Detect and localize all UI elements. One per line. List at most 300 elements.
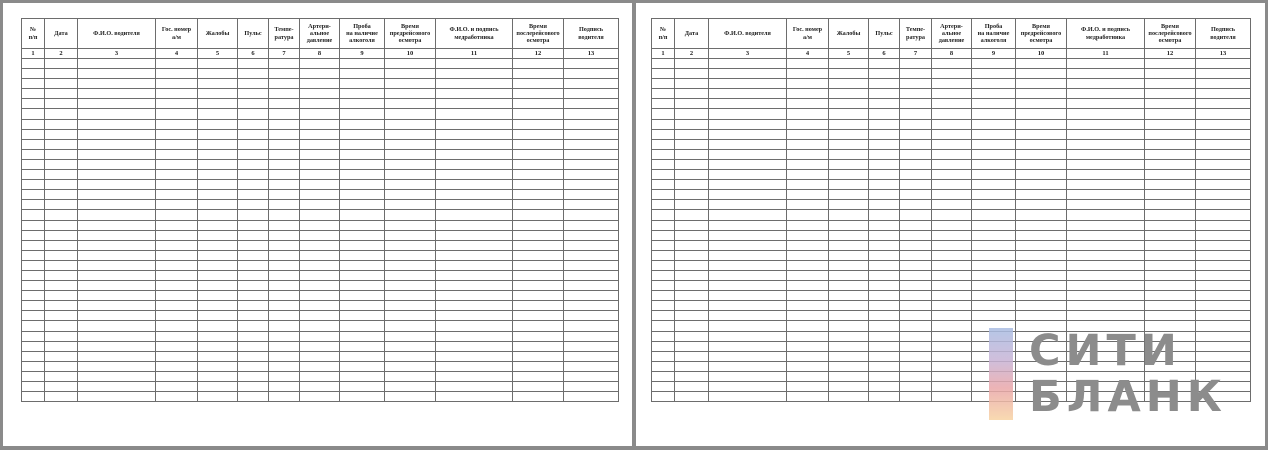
blank-cell[interactable] xyxy=(45,109,78,119)
blank-cell[interactable] xyxy=(900,190,932,200)
blank-cell[interactable] xyxy=(1196,109,1251,119)
blank-cell[interactable] xyxy=(564,119,619,129)
blank-cell[interactable] xyxy=(972,210,1016,220)
blank-cell[interactable] xyxy=(1016,159,1067,169)
blank-cell[interactable] xyxy=(436,382,513,392)
blank-cell[interactable] xyxy=(340,361,385,371)
blank-cell[interactable] xyxy=(787,69,829,79)
blank-cell[interactable] xyxy=(900,180,932,190)
blank-cell[interactable] xyxy=(1145,270,1196,280)
blank-cell[interactable] xyxy=(564,240,619,250)
blank-cell[interactable] xyxy=(78,240,156,250)
blank-cell[interactable] xyxy=(787,260,829,270)
blank-cell[interactable] xyxy=(1145,250,1196,260)
blank-cell[interactable] xyxy=(22,159,45,169)
blank-cell[interactable] xyxy=(652,220,675,230)
blank-cell[interactable] xyxy=(238,240,269,250)
blank-cell[interactable] xyxy=(269,240,300,250)
blank-cell[interactable] xyxy=(675,139,709,149)
blank-cell[interactable] xyxy=(300,89,340,99)
blank-cell[interactable] xyxy=(340,240,385,250)
blank-cell[interactable] xyxy=(675,200,709,210)
blank-cell[interactable] xyxy=(972,170,1016,180)
blank-cell[interactable] xyxy=(652,89,675,99)
blank-cell[interactable] xyxy=(156,190,198,200)
blank-cell[interactable] xyxy=(900,170,932,180)
blank-cell[interactable] xyxy=(1145,69,1196,79)
blank-cell[interactable] xyxy=(564,321,619,331)
blank-cell[interactable] xyxy=(513,371,564,381)
blank-cell[interactable] xyxy=(787,99,829,109)
blank-cell[interactable] xyxy=(198,321,238,331)
blank-cell[interactable] xyxy=(1196,200,1251,210)
blank-cell[interactable] xyxy=(340,351,385,361)
blank-cell[interactable] xyxy=(22,270,45,280)
blank-cell[interactable] xyxy=(900,250,932,260)
blank-cell[interactable] xyxy=(1196,260,1251,270)
blank-cell[interactable] xyxy=(1145,59,1196,69)
blank-cell[interactable] xyxy=(22,240,45,250)
blank-cell[interactable] xyxy=(198,351,238,361)
blank-cell[interactable] xyxy=(829,109,869,119)
blank-cell[interactable] xyxy=(829,382,869,392)
blank-cell[interactable] xyxy=(436,119,513,129)
blank-cell[interactable] xyxy=(829,230,869,240)
blank-cell[interactable] xyxy=(385,301,436,311)
blank-cell[interactable] xyxy=(198,129,238,139)
blank-cell[interactable] xyxy=(1145,281,1196,291)
blank-cell[interactable] xyxy=(900,311,932,321)
blank-cell[interactable] xyxy=(269,139,300,149)
blank-cell[interactable] xyxy=(652,180,675,190)
blank-cell[interactable] xyxy=(972,230,1016,240)
blank-cell[interactable] xyxy=(1196,170,1251,180)
blank-cell[interactable] xyxy=(1016,149,1067,159)
blank-cell[interactable] xyxy=(972,311,1016,321)
blank-cell[interactable] xyxy=(198,149,238,159)
blank-cell[interactable] xyxy=(787,301,829,311)
blank-cell[interactable] xyxy=(829,119,869,129)
blank-cell[interactable] xyxy=(156,321,198,331)
blank-cell[interactable] xyxy=(829,281,869,291)
blank-cell[interactable] xyxy=(932,341,972,351)
blank-cell[interactable] xyxy=(932,230,972,240)
blank-cell[interactable] xyxy=(513,190,564,200)
blank-cell[interactable] xyxy=(1067,210,1145,220)
blank-cell[interactable] xyxy=(675,361,709,371)
blank-cell[interactable] xyxy=(564,190,619,200)
blank-cell[interactable] xyxy=(156,129,198,139)
blank-cell[interactable] xyxy=(1196,139,1251,149)
blank-cell[interactable] xyxy=(787,129,829,139)
blank-cell[interactable] xyxy=(900,119,932,129)
blank-cell[interactable] xyxy=(436,109,513,119)
blank-cell[interactable] xyxy=(1196,270,1251,280)
blank-cell[interactable] xyxy=(198,281,238,291)
blank-cell[interactable] xyxy=(300,119,340,129)
blank-cell[interactable] xyxy=(78,200,156,210)
blank-cell[interactable] xyxy=(238,250,269,260)
blank-cell[interactable] xyxy=(652,149,675,159)
blank-cell[interactable] xyxy=(709,59,787,69)
blank-cell[interactable] xyxy=(436,180,513,190)
blank-cell[interactable] xyxy=(972,270,1016,280)
blank-cell[interactable] xyxy=(300,139,340,149)
blank-cell[interactable] xyxy=(340,281,385,291)
blank-cell[interactable] xyxy=(340,180,385,190)
blank-cell[interactable] xyxy=(300,301,340,311)
blank-cell[interactable] xyxy=(45,59,78,69)
blank-cell[interactable] xyxy=(45,190,78,200)
blank-cell[interactable] xyxy=(436,301,513,311)
blank-cell[interactable] xyxy=(300,361,340,371)
blank-cell[interactable] xyxy=(198,250,238,260)
blank-cell[interactable] xyxy=(652,79,675,89)
blank-cell[interactable] xyxy=(385,59,436,69)
blank-cell[interactable] xyxy=(78,260,156,270)
blank-cell[interactable] xyxy=(829,361,869,371)
blank-cell[interactable] xyxy=(1196,99,1251,109)
blank-cell[interactable] xyxy=(869,230,900,240)
blank-cell[interactable] xyxy=(340,79,385,89)
blank-cell[interactable] xyxy=(900,129,932,139)
blank-cell[interactable] xyxy=(198,260,238,270)
blank-cell[interactable] xyxy=(198,240,238,250)
blank-cell[interactable] xyxy=(709,250,787,260)
blank-cell[interactable] xyxy=(340,59,385,69)
blank-cell[interactable] xyxy=(829,321,869,331)
blank-cell[interactable] xyxy=(564,69,619,79)
blank-cell[interactable] xyxy=(932,311,972,321)
blank-cell[interactable] xyxy=(652,371,675,381)
blank-cell[interactable] xyxy=(932,159,972,169)
blank-cell[interactable] xyxy=(156,382,198,392)
blank-cell[interactable] xyxy=(513,220,564,230)
blank-cell[interactable] xyxy=(829,170,869,180)
blank-cell[interactable] xyxy=(1067,250,1145,260)
blank-cell[interactable] xyxy=(675,230,709,240)
blank-cell[interactable] xyxy=(45,311,78,321)
blank-cell[interactable] xyxy=(436,69,513,79)
blank-cell[interactable] xyxy=(1016,129,1067,139)
blank-cell[interactable] xyxy=(436,200,513,210)
blank-cell[interactable] xyxy=(1016,291,1067,301)
blank-cell[interactable] xyxy=(300,230,340,240)
blank-cell[interactable] xyxy=(1145,99,1196,109)
blank-cell[interactable] xyxy=(932,79,972,89)
blank-cell[interactable] xyxy=(238,109,269,119)
blank-cell[interactable] xyxy=(932,149,972,159)
blank-cell[interactable] xyxy=(564,281,619,291)
blank-cell[interactable] xyxy=(340,190,385,200)
blank-cell[interactable] xyxy=(652,351,675,361)
blank-cell[interactable] xyxy=(787,180,829,190)
blank-cell[interactable] xyxy=(436,79,513,89)
blank-cell[interactable] xyxy=(340,210,385,220)
blank-cell[interactable] xyxy=(156,170,198,180)
blank-cell[interactable] xyxy=(78,129,156,139)
blank-cell[interactable] xyxy=(900,341,932,351)
blank-cell[interactable] xyxy=(45,382,78,392)
blank-cell[interactable] xyxy=(340,382,385,392)
blank-cell[interactable] xyxy=(709,89,787,99)
blank-cell[interactable] xyxy=(564,250,619,260)
blank-cell[interactable] xyxy=(829,311,869,321)
blank-cell[interactable] xyxy=(709,129,787,139)
blank-cell[interactable] xyxy=(45,149,78,159)
blank-cell[interactable] xyxy=(564,331,619,341)
blank-cell[interactable] xyxy=(340,119,385,129)
blank-cell[interactable] xyxy=(300,200,340,210)
blank-cell[interactable] xyxy=(869,129,900,139)
blank-cell[interactable] xyxy=(900,291,932,301)
blank-cell[interactable] xyxy=(1067,69,1145,79)
blank-cell[interactable] xyxy=(269,382,300,392)
blank-cell[interactable] xyxy=(513,79,564,89)
blank-cell[interactable] xyxy=(340,129,385,139)
blank-cell[interactable] xyxy=(300,291,340,301)
blank-cell[interactable] xyxy=(932,281,972,291)
blank-cell[interactable] xyxy=(78,341,156,351)
blank-cell[interactable] xyxy=(198,371,238,381)
blank-cell[interactable] xyxy=(829,210,869,220)
blank-cell[interactable] xyxy=(385,129,436,139)
blank-cell[interactable] xyxy=(972,291,1016,301)
blank-cell[interactable] xyxy=(238,190,269,200)
blank-cell[interactable] xyxy=(22,200,45,210)
blank-cell[interactable] xyxy=(652,382,675,392)
blank-cell[interactable] xyxy=(22,69,45,79)
blank-cell[interactable] xyxy=(156,109,198,119)
blank-cell[interactable] xyxy=(436,260,513,270)
blank-cell[interactable] xyxy=(78,321,156,331)
blank-cell[interactable] xyxy=(198,291,238,301)
blank-cell[interactable] xyxy=(22,331,45,341)
blank-cell[interactable] xyxy=(269,119,300,129)
blank-cell[interactable] xyxy=(972,260,1016,270)
blank-cell[interactable] xyxy=(340,250,385,260)
blank-cell[interactable] xyxy=(652,301,675,311)
blank-cell[interactable] xyxy=(709,119,787,129)
blank-cell[interactable] xyxy=(340,301,385,311)
blank-cell[interactable] xyxy=(709,170,787,180)
blank-cell[interactable] xyxy=(869,260,900,270)
blank-cell[interactable] xyxy=(22,59,45,69)
blank-cell[interactable] xyxy=(829,139,869,149)
blank-cell[interactable] xyxy=(787,392,829,402)
blank-cell[interactable] xyxy=(869,270,900,280)
blank-cell[interactable] xyxy=(436,59,513,69)
blank-cell[interactable] xyxy=(385,139,436,149)
blank-cell[interactable] xyxy=(238,260,269,270)
blank-cell[interactable] xyxy=(78,89,156,99)
blank-cell[interactable] xyxy=(300,149,340,159)
blank-cell[interactable] xyxy=(1196,180,1251,190)
blank-cell[interactable] xyxy=(436,190,513,200)
blank-cell[interactable] xyxy=(238,159,269,169)
blank-cell[interactable] xyxy=(1067,270,1145,280)
blank-cell[interactable] xyxy=(22,89,45,99)
blank-cell[interactable] xyxy=(1016,220,1067,230)
blank-cell[interactable] xyxy=(709,321,787,331)
blank-cell[interactable] xyxy=(385,260,436,270)
blank-cell[interactable] xyxy=(156,149,198,159)
blank-cell[interactable] xyxy=(829,392,869,402)
blank-cell[interactable] xyxy=(513,341,564,351)
blank-cell[interactable] xyxy=(269,250,300,260)
blank-cell[interactable] xyxy=(238,392,269,402)
blank-cell[interactable] xyxy=(869,331,900,341)
blank-cell[interactable] xyxy=(22,260,45,270)
blank-cell[interactable] xyxy=(385,220,436,230)
blank-cell[interactable] xyxy=(238,129,269,139)
blank-cell[interactable] xyxy=(869,371,900,381)
blank-cell[interactable] xyxy=(78,281,156,291)
blank-cell[interactable] xyxy=(869,250,900,260)
blank-cell[interactable] xyxy=(22,371,45,381)
blank-cell[interactable] xyxy=(385,281,436,291)
blank-cell[interactable] xyxy=(78,361,156,371)
blank-cell[interactable] xyxy=(513,392,564,402)
blank-cell[interactable] xyxy=(269,220,300,230)
blank-cell[interactable] xyxy=(1145,240,1196,250)
blank-cell[interactable] xyxy=(385,321,436,331)
blank-cell[interactable] xyxy=(652,230,675,240)
blank-cell[interactable] xyxy=(787,79,829,89)
blank-cell[interactable] xyxy=(269,260,300,270)
blank-cell[interactable] xyxy=(78,220,156,230)
blank-cell[interactable] xyxy=(156,311,198,321)
blank-cell[interactable] xyxy=(198,59,238,69)
blank-cell[interactable] xyxy=(436,139,513,149)
blank-cell[interactable] xyxy=(972,139,1016,149)
blank-cell[interactable] xyxy=(340,149,385,159)
blank-cell[interactable] xyxy=(198,170,238,180)
blank-cell[interactable] xyxy=(652,331,675,341)
blank-cell[interactable] xyxy=(1067,139,1145,149)
blank-cell[interactable] xyxy=(675,159,709,169)
blank-cell[interactable] xyxy=(972,89,1016,99)
blank-cell[interactable] xyxy=(932,371,972,381)
blank-cell[interactable] xyxy=(869,281,900,291)
blank-cell[interactable] xyxy=(45,331,78,341)
blank-cell[interactable] xyxy=(652,392,675,402)
blank-cell[interactable] xyxy=(22,281,45,291)
blank-cell[interactable] xyxy=(300,281,340,291)
blank-cell[interactable] xyxy=(652,69,675,79)
blank-cell[interactable] xyxy=(787,331,829,341)
blank-cell[interactable] xyxy=(709,371,787,381)
blank-cell[interactable] xyxy=(45,341,78,351)
blank-cell[interactable] xyxy=(709,392,787,402)
blank-cell[interactable] xyxy=(787,200,829,210)
blank-cell[interactable] xyxy=(1196,69,1251,79)
blank-cell[interactable] xyxy=(675,119,709,129)
blank-cell[interactable] xyxy=(932,139,972,149)
blank-cell[interactable] xyxy=(340,200,385,210)
blank-cell[interactable] xyxy=(22,341,45,351)
blank-cell[interactable] xyxy=(340,159,385,169)
blank-cell[interactable] xyxy=(513,281,564,291)
blank-cell[interactable] xyxy=(1067,129,1145,139)
blank-cell[interactable] xyxy=(675,371,709,381)
blank-cell[interactable] xyxy=(652,240,675,250)
blank-cell[interactable] xyxy=(78,301,156,311)
blank-cell[interactable] xyxy=(156,220,198,230)
blank-cell[interactable] xyxy=(45,89,78,99)
blank-cell[interactable] xyxy=(513,159,564,169)
blank-cell[interactable] xyxy=(829,180,869,190)
blank-cell[interactable] xyxy=(1016,109,1067,119)
blank-cell[interactable] xyxy=(156,301,198,311)
blank-cell[interactable] xyxy=(238,371,269,381)
blank-cell[interactable] xyxy=(22,139,45,149)
blank-cell[interactable] xyxy=(709,281,787,291)
blank-cell[interactable] xyxy=(385,371,436,381)
blank-cell[interactable] xyxy=(829,351,869,361)
blank-cell[interactable] xyxy=(869,139,900,149)
blank-cell[interactable] xyxy=(238,351,269,361)
blank-cell[interactable] xyxy=(972,190,1016,200)
blank-cell[interactable] xyxy=(869,392,900,402)
blank-cell[interactable] xyxy=(675,210,709,220)
blank-cell[interactable] xyxy=(156,351,198,361)
blank-cell[interactable] xyxy=(340,69,385,79)
blank-cell[interactable] xyxy=(513,200,564,210)
blank-cell[interactable] xyxy=(238,149,269,159)
blank-cell[interactable] xyxy=(78,99,156,109)
blank-cell[interactable] xyxy=(340,230,385,240)
blank-cell[interactable] xyxy=(932,240,972,250)
blank-cell[interactable] xyxy=(900,321,932,331)
blank-cell[interactable] xyxy=(709,311,787,321)
blank-cell[interactable] xyxy=(1196,119,1251,129)
blank-cell[interactable] xyxy=(78,331,156,341)
blank-cell[interactable] xyxy=(1067,281,1145,291)
blank-cell[interactable] xyxy=(932,270,972,280)
blank-cell[interactable] xyxy=(22,321,45,331)
blank-cell[interactable] xyxy=(1196,311,1251,321)
blank-cell[interactable] xyxy=(45,361,78,371)
blank-cell[interactable] xyxy=(869,220,900,230)
blank-cell[interactable] xyxy=(869,351,900,361)
blank-cell[interactable] xyxy=(269,341,300,351)
blank-cell[interactable] xyxy=(238,180,269,190)
blank-cell[interactable] xyxy=(436,159,513,169)
blank-cell[interactable] xyxy=(652,139,675,149)
blank-cell[interactable] xyxy=(787,190,829,200)
blank-cell[interactable] xyxy=(1067,170,1145,180)
blank-cell[interactable] xyxy=(385,200,436,210)
blank-cell[interactable] xyxy=(238,139,269,149)
blank-cell[interactable] xyxy=(709,220,787,230)
blank-cell[interactable] xyxy=(652,260,675,270)
blank-cell[interactable] xyxy=(787,119,829,129)
blank-cell[interactable] xyxy=(1196,59,1251,69)
blank-cell[interactable] xyxy=(269,99,300,109)
blank-cell[interactable] xyxy=(1145,139,1196,149)
blank-cell[interactable] xyxy=(436,149,513,159)
blank-cell[interactable] xyxy=(156,89,198,99)
blank-cell[interactable] xyxy=(385,89,436,99)
blank-cell[interactable] xyxy=(156,99,198,109)
blank-cell[interactable] xyxy=(300,250,340,260)
blank-cell[interactable] xyxy=(675,190,709,200)
blank-cell[interactable] xyxy=(829,260,869,270)
blank-cell[interactable] xyxy=(45,200,78,210)
blank-cell[interactable] xyxy=(78,139,156,149)
blank-cell[interactable] xyxy=(45,392,78,402)
